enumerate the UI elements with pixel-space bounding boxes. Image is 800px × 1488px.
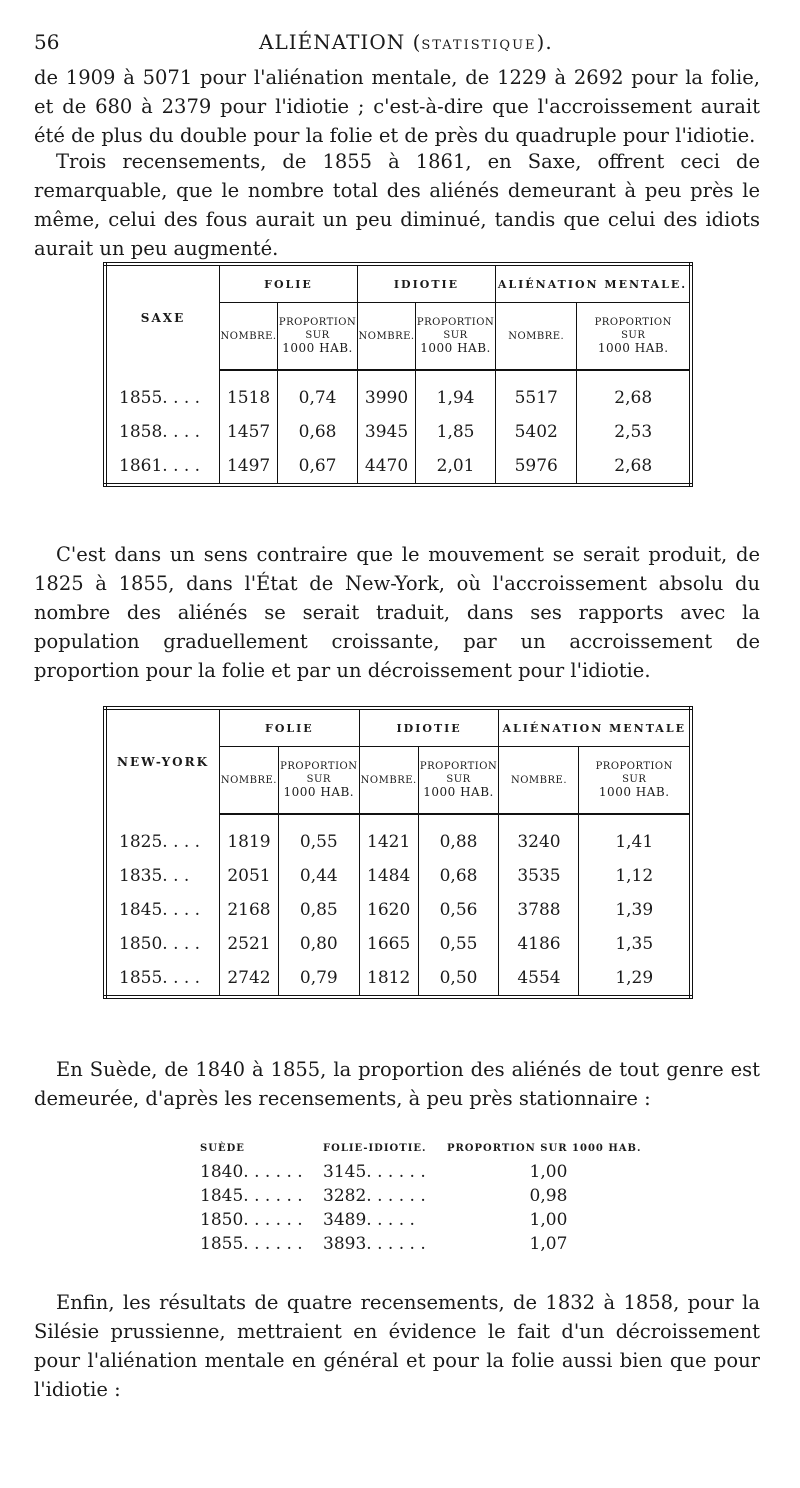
folie-proportion: 0,74 [278,370,358,415]
folie-proportion: 0,85 [278,893,359,927]
prop-line-2: SUR [305,330,330,341]
idiotie-proportion: 0,56 [418,893,499,927]
year-cell: 1825. . . . [105,814,220,859]
table-row [200,1160,680,1184]
region-label: NEW-YORK [105,708,220,814]
table-row [105,927,691,961]
folie-nombre: 1457 [220,415,278,449]
subheader-nombre: NOMBRE. [359,747,418,815]
year-cell: 1855. . . . [105,961,220,997]
table-row [105,961,691,997]
prop-line-1: PROPORTION [278,317,357,328]
running-title [259,30,553,54]
prop-line-1: PROPORTION [594,317,672,328]
folie-proportion: 0,79 [278,961,359,997]
prop-line-3: 1000 HAB. [598,785,670,799]
idiotie-nombre: 3945 [357,415,415,449]
region-label: SAXE [105,264,220,370]
alienation-nombre: 5402 [495,415,576,449]
idiotie-proportion: 0,88 [418,814,499,859]
alienation-proportion: 1,29 [579,961,691,997]
idiotie-nombre: 1812 [359,961,418,997]
year-cell: 1861. . . . [105,449,220,485]
page-number: 56 [34,30,60,54]
folie-proportion: 0,44 [278,859,359,893]
count-cell: 3282. . . . . . [323,1186,426,1206]
folie-nombre: 2051 [220,859,279,893]
table-row [105,814,691,859]
paragraph-1: de 1909 à 5071 pour l'aliénation mentale, de 1229 à 2692 pour la folie, et de 680 à 2379 pour l'idiotie ; c'est-à-dire que l'accroissement aurait été de plus du double pour la folie et de près du quadruple pour l'idiotie. [34,66,760,147]
prop-line-2: SUR [446,774,471,785]
saxe-table [103,262,693,487]
prop-line-1: PROPORTION [280,761,358,772]
alienation-proportion: 1,41 [579,814,691,859]
table-row [105,449,691,485]
subheader-proportion [577,303,691,371]
paragraph-5: Enfin, les résultats de quatre recensements, de 1832 à 1858, pour la Silésie prussienne, mettraient en évidence le fait d'un décroissement pour l'aliénation mentale en général et pour la folie aussi bien que pour l'idiotie : [34,1291,760,1401]
year-cell: 1858. . . . [105,415,220,449]
proportion-cell: 1,00 [529,1162,568,1182]
alienation-nombre: 4554 [499,961,579,997]
alienation-nombre: 5517 [495,370,576,415]
table-row [105,370,691,415]
subheader-nombre: NOMBRE. [499,747,579,815]
subheader-proportion [416,303,496,371]
count-cell: 3489. . . . . [323,1210,415,1230]
group-header-alienation: ALIÉNATION MENTALE. [495,264,691,303]
paragraph-3: C'est dans un sens contraire que le mouvement se serait produit, de 1825 à 1855, dans l'État de New-York, où l'accroissement absolu du nombre des aliénés se serait traduit, dans ses rapports avec la population graduellement croissante, par un accroissement de proportion pour la folie et par un décroissement pour l'idiotie. [34,543,760,682]
group-header-idiotie: IDIOTIE [357,264,495,303]
idiotie-nombre: 3990 [357,370,415,415]
folie-proportion: 0,80 [278,927,359,961]
alienation-nombre: 3788 [499,893,579,927]
prop-line-2: SUR [443,330,468,341]
idiotie-nombre: 4470 [357,449,415,485]
subheader-nombre: NOMBRE. [220,303,278,371]
folie-nombre: 2521 [220,927,279,961]
prop-line-3: 1000 HAB. [282,341,353,355]
alienation-proportion: 2,68 [577,449,691,485]
prop-line-1: PROPORTION [595,761,673,772]
folie-nombre: 1518 [220,370,278,415]
year-cell: 1850. . . . . . [200,1210,303,1230]
year-cell: 1850. . . . [105,927,220,961]
subheader-nombre: NOMBRE. [220,747,279,815]
group-header-folie: FOLIE [220,708,360,747]
idiotie-nombre: 1665 [359,927,418,961]
year-cell: 1845. . . . . . [200,1186,303,1206]
prop-line-1: PROPORTION [416,317,495,328]
new-york-table [103,706,693,999]
alienation-proportion: 1,35 [579,927,691,961]
table-row [105,859,691,893]
idiotie-proportion: 1,85 [416,415,496,449]
subheader-proportion [278,303,358,371]
group-header-folie: FOLIE [220,264,358,303]
sweden-table [200,1136,680,1256]
proportion-cell: 1,00 [529,1210,568,1230]
proportion-cell: 1,07 [529,1234,568,1254]
prop-line-2: SUR [306,774,331,785]
subheader-nombre: NOMBRE. [495,303,576,371]
running-title-sub: STATISTIQUE [421,38,537,53]
folie-proportion: 0,68 [278,415,358,449]
year-cell: 1845. . . . [105,893,220,927]
alienation-proportion: 1,39 [579,893,691,927]
table-row [200,1184,680,1208]
idiotie-proportion: 1,94 [416,370,496,415]
table-row [200,1208,680,1232]
folie-proportion: 0,67 [278,449,358,485]
sweden-header-region: SUÈDE [200,1142,245,1154]
group-header-idiotie: IDIOTIE [359,708,499,747]
idiotie-proportion: 0,68 [418,859,499,893]
subheader-proportion [579,747,691,815]
paragraph-4: En Suède, de 1840 à 1855, la proportion des aliénés de tout genre est demeurée, d'après les recensements, à peu près stationnaire : [34,1058,760,1110]
prop-line-3: 1000 HAB. [283,785,355,799]
paragraph-2: Trois recensements, de 1855 à 1861, en Saxe, offrent ceci de remarquable, que le nombre total des aliénés demeurant à peu près le même, celui des fous aurait un peu diminué, tandis que celui des idiots aurait un peu augmenté. [34,150,760,260]
folie-nombre: 1819 [220,814,279,859]
year-cell: 1855. . . . . . [200,1234,303,1254]
alienation-proportion: 2,53 [577,415,691,449]
running-title-main: ALIÉNATION ( [259,30,422,54]
prop-line-3: 1000 HAB. [597,341,669,355]
year-cell: 1835. . . [105,859,220,893]
folie-proportion: 0,55 [278,814,359,859]
page-header [34,30,734,60]
subheader-proportion [278,747,359,815]
idiotie-nombre: 1484 [359,859,418,893]
idiotie-proportion: 0,55 [418,927,499,961]
group-header-alienation: ALIÉNATION MENTALE [499,708,691,747]
idiotie-proportion: 0,50 [418,961,499,997]
prop-line-2: SUR [621,330,646,341]
alienation-nombre: 4186 [499,927,579,961]
year-cell: 1840. . . . . . [200,1162,303,1182]
folie-nombre: 2168 [220,893,279,927]
alienation-proportion: 2,68 [577,370,691,415]
idiotie-nombre: 1421 [359,814,418,859]
prop-line-1: PROPORTION [419,761,498,772]
table-row [105,893,691,927]
table-row [200,1232,680,1256]
idiotie-proportion: 2,01 [416,449,496,485]
sweden-header-proportion: PROPORTION SUR 1000 HAB. [446,1142,642,1154]
alienation-nombre: 3535 [499,859,579,893]
idiotie-nombre: 1620 [359,893,418,927]
count-cell: 3145. . . . . . [323,1162,426,1182]
count-cell: 3893. . . . . . [323,1234,426,1254]
proportion-cell: 0,98 [529,1186,568,1206]
year-cell: 1855. . . . [105,370,220,415]
folie-nombre: 2742 [220,961,279,997]
prop-line-2: SUR [622,774,647,785]
alienation-nombre: 3240 [499,814,579,859]
alienation-nombre: 5976 [495,449,576,485]
prop-line-3: 1000 HAB. [420,341,491,355]
folie-nombre: 1497 [220,449,278,485]
subheader-nombre: NOMBRE. [357,303,415,371]
sweden-header-count: FOLIE-IDIOTIE. [323,1142,427,1154]
prop-line-3: 1000 HAB. [423,785,494,799]
alienation-proportion: 1,12 [579,859,691,893]
running-title-end: ). [536,30,553,54]
subheader-proportion [418,747,499,815]
table-row [105,415,691,449]
